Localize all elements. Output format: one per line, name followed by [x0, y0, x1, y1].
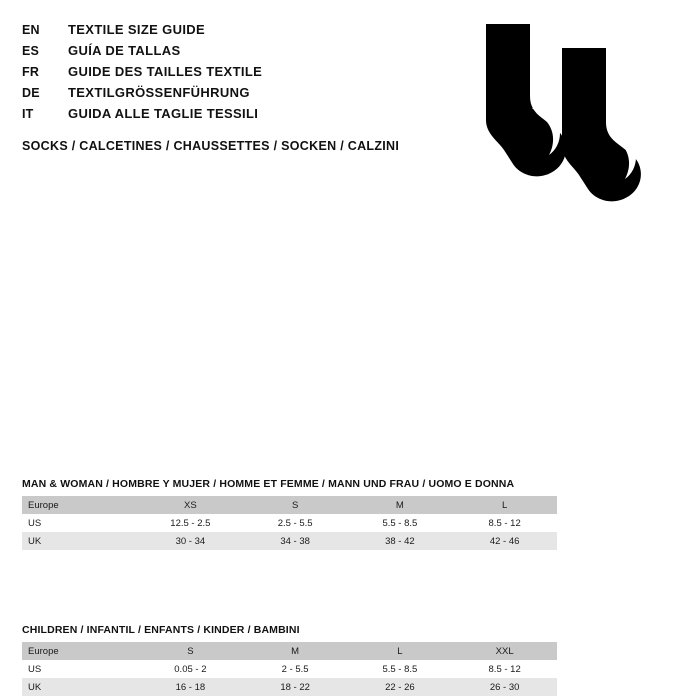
- table-header-row: [22, 496, 557, 514]
- table-row: [22, 514, 557, 532]
- table-cell: 0.05 - 2: [138, 660, 243, 678]
- table-title: MAN & WOMAN / HOMBRE Y MUJER / HOMME ET FEMME / MANN UND FRAU / UOMO E DONNA: [22, 478, 515, 490]
- table-cell: 2.5 - 5.5: [243, 514, 348, 532]
- table-row: [22, 532, 557, 550]
- table-cell: 12.5 - 2.5: [138, 514, 243, 532]
- language-code: IT: [22, 107, 34, 121]
- table-cell: 42 - 46: [452, 532, 557, 550]
- language-row: [22, 41, 442, 61]
- language-code: ES: [22, 44, 40, 58]
- row-label: UK: [22, 532, 138, 550]
- language-title: TEXTILGRÖSSENFÜHRUNG: [68, 85, 250, 100]
- table-header-size: L: [348, 642, 453, 660]
- table-row: [22, 660, 557, 678]
- language-row: [22, 83, 442, 103]
- table-header-size: XS: [138, 496, 243, 514]
- row-label: US: [22, 514, 138, 532]
- table-cell: 22 - 26: [348, 678, 453, 696]
- table-header-row: [22, 642, 557, 660]
- size-table: [22, 642, 557, 696]
- size-guide-header: [22, 20, 442, 153]
- language-title: GUIDE DES TAILLES TEXTILE: [68, 64, 263, 79]
- language-code: DE: [22, 86, 40, 100]
- table-row: [22, 678, 557, 696]
- language-title: GUIDA ALLE TAGLIE TESSILI: [68, 106, 259, 121]
- table-header-size: M: [348, 496, 453, 514]
- table-header-region: Europe: [22, 496, 138, 514]
- table-cell: 38 - 42: [348, 532, 453, 550]
- language-code: FR: [22, 65, 40, 79]
- table-header-size: XXL: [452, 642, 557, 660]
- language-title: GUÍA DE TALLAS: [68, 43, 181, 58]
- size-table: [22, 496, 557, 550]
- sock-shape-front: [562, 48, 641, 201]
- table-header-size: M: [243, 642, 348, 660]
- table-cell: 18 - 22: [243, 678, 348, 696]
- table-cell: 5.5 - 8.5: [348, 514, 453, 532]
- table-cell: 30 - 34: [138, 532, 243, 550]
- table-title: CHILDREN / INFANTIL / ENFANTS / KINDER / BAMBINI: [22, 624, 300, 636]
- size-table-adults: [22, 478, 557, 550]
- language-row: [22, 20, 442, 40]
- table-header-size: S: [138, 642, 243, 660]
- language-row: [22, 62, 442, 82]
- table-header-size: L: [452, 496, 557, 514]
- language-row: [22, 104, 442, 124]
- sock-shape-back: [486, 24, 566, 176]
- product-category-label: SOCKS / CALCETINES / CHAUSSETTES / SOCKEN / CALZINI: [22, 139, 400, 153]
- table-cell: 2 - 5.5: [243, 660, 348, 678]
- table-header-region: Europe: [22, 642, 138, 660]
- size-table-children: [22, 624, 557, 696]
- row-label: UK: [22, 678, 138, 696]
- language-title: TEXTILE SIZE GUIDE: [68, 22, 206, 37]
- row-label: US: [22, 660, 138, 678]
- table-cell: 34 - 38: [243, 532, 348, 550]
- table-cell: 16 - 18: [138, 678, 243, 696]
- table-cell: 5.5 - 8.5: [348, 660, 453, 678]
- table-header-size: S: [243, 496, 348, 514]
- language-code: EN: [22, 23, 40, 37]
- socks-illustration: [470, 22, 660, 202]
- table-cell: 8.5 - 12: [452, 660, 557, 678]
- table-cell: 8.5 - 12: [452, 514, 557, 532]
- table-cell: 26 - 30: [452, 678, 557, 696]
